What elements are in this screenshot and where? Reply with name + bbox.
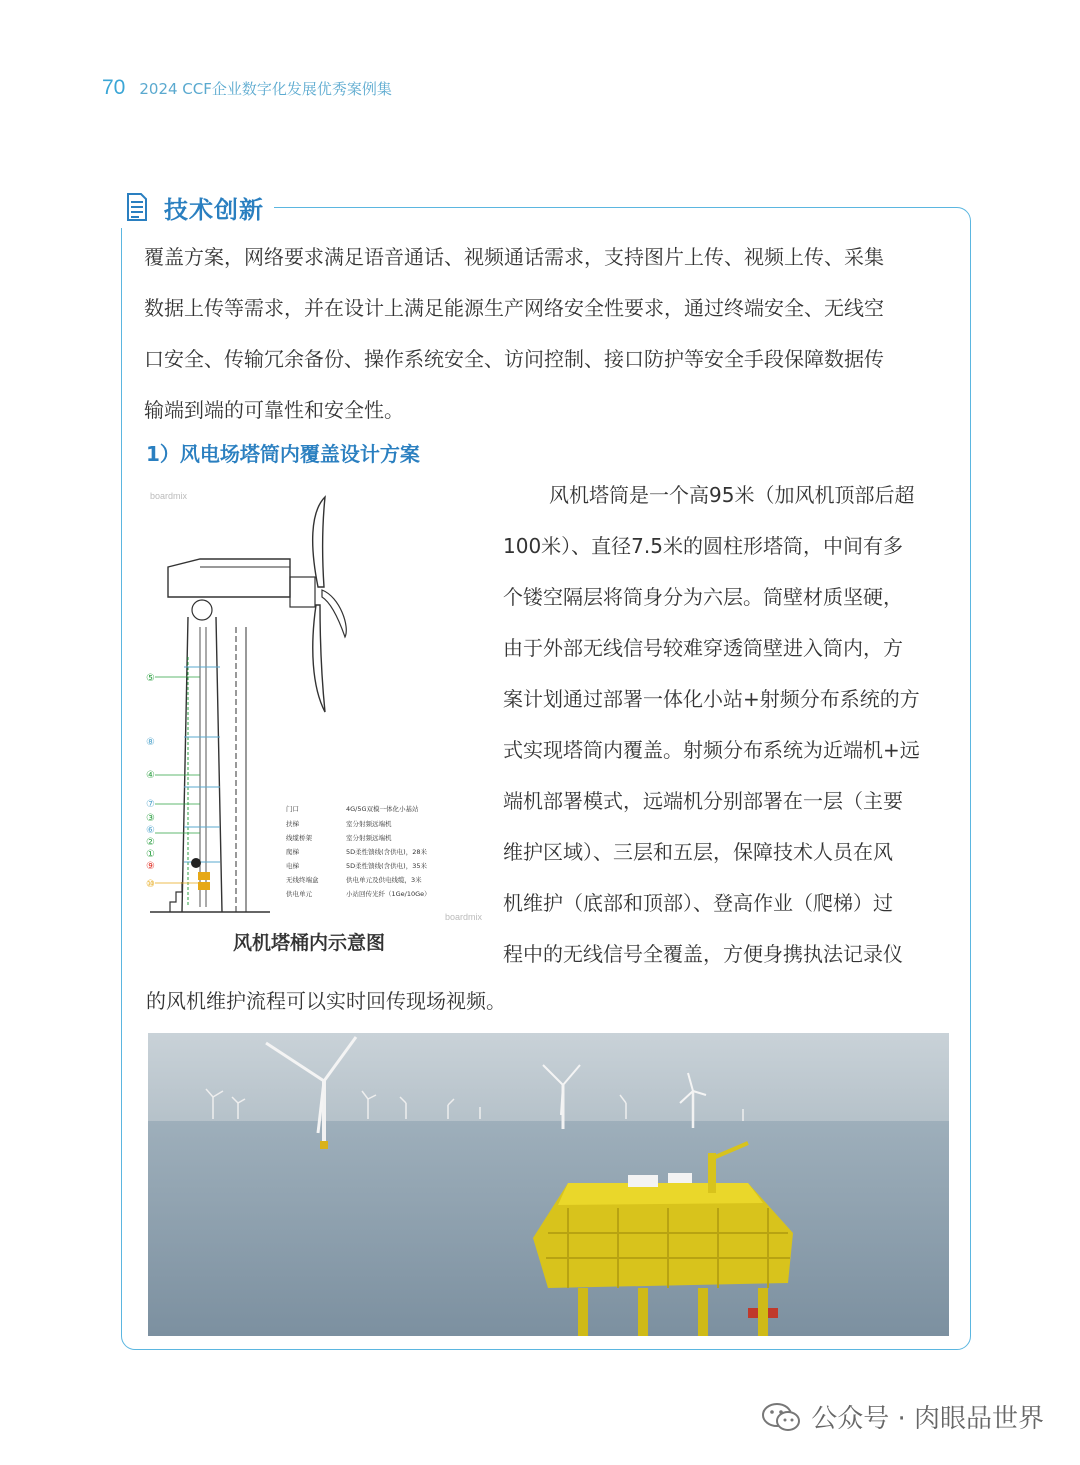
diagram-marker: ⑩	[146, 879, 155, 890]
body-line: 案计划通过部署一体化小站+射频分布系统的方	[503, 687, 920, 711]
book-title: 2024 CCF企业数字化发展优秀案例集	[139, 80, 392, 98]
legend-right-item: 室分射频远端机	[346, 834, 392, 842]
diagram-marker: ⑧	[146, 737, 155, 748]
legend-right-item: 供电单元及供电线缆，3米	[346, 876, 422, 884]
body-line: 风机塔筒是一个高95米（加风机顶部后超	[549, 483, 915, 507]
body-line: 程中的无线信号全覆盖，方便身携执法记录仪	[503, 942, 903, 966]
body-line: 100米）、直径7.5米的圆柱形塔筒，中间有多	[503, 534, 903, 558]
wechat-icon	[761, 1401, 801, 1433]
offshore-wind-photo-svg	[148, 1033, 949, 1336]
legend-right-item: 5D柔性馈线(含供电)，35米	[346, 862, 427, 870]
watermark-top: boardmix	[150, 491, 188, 501]
legend-right-item: 5D柔性馈线(含供电)，28米	[346, 848, 427, 856]
legend-left-item: 电梯	[286, 862, 299, 870]
diagram-marker: ②	[146, 837, 155, 848]
watermark-bottom: boardmix	[445, 912, 483, 922]
diagram-marker: ③	[146, 813, 155, 824]
intro-line: 输端到端的可靠性和安全性。	[144, 398, 404, 422]
body-line: 机维护（底部和顶部）、登高作业（爬梯）过	[503, 891, 893, 915]
body-line: 端机部署模式，远端机分别部署在一层（主要	[503, 789, 903, 813]
body-line: 维护区域）、三层和五层，保障技术人员在风	[503, 840, 893, 864]
intro-line: 口安全、传输冗余备份、操作系统安全、访问控制、接口防护等安全手段保障数据传	[144, 347, 884, 371]
diagram-marker: ①	[146, 849, 155, 860]
footer-label: 公众号 · 肉眼品世界	[811, 1404, 1044, 1434]
body-line: 由于外部无线信号较难穿透筒壁进入筒内，方	[503, 636, 903, 660]
legend-left-item: 供电单元	[286, 890, 312, 898]
footer	[761, 1398, 1044, 1435]
subsection-title: 1）风电场塔筒内覆盖设计方案	[146, 442, 420, 466]
body-line: 个镂空隔层将筒身分为六层。筒壁材质坚硬，	[503, 585, 903, 609]
intro-paragraph	[144, 232, 950, 436]
legend-right-item: 4G/5G双模一体化小基站	[346, 805, 419, 813]
turbine-diagram-svg	[140, 487, 490, 927]
legend-right-item: 小站回传光纤（1Ge/10Ge）	[346, 890, 431, 898]
turbine-diagram	[140, 487, 490, 927]
legend-left-item: 门口	[286, 805, 299, 813]
diagram-marker: ⑨	[146, 861, 155, 872]
diagram-marker: ⑤	[146, 673, 155, 684]
diagram-marker: ⑥	[146, 825, 155, 836]
document-icon	[126, 192, 148, 222]
diagram-marker: ⑦	[146, 799, 155, 810]
intro-line: 数据上传等需求，并在设计上满足能源生产网络安全性要求，通过终端安全、无线空	[144, 296, 884, 320]
body-line: 式实现塔筒内覆盖。射频分布系统为近端机+远	[503, 738, 920, 762]
page-header	[102, 76, 392, 102]
section-header	[118, 186, 274, 228]
legend-left-item: 无线终端盒	[286, 876, 319, 884]
legend-left-item: 爬梯	[286, 848, 299, 856]
page-number: 70	[102, 76, 126, 99]
diagram-marker: ④	[146, 770, 155, 781]
body-paragraph	[503, 470, 948, 980]
body-line-tail: 的风机维护流程可以实时回传现场视频。	[146, 989, 506, 1013]
offshore-wind-photo	[148, 1033, 949, 1336]
figure-caption: 风机塔桶内示意图	[233, 932, 386, 954]
legend-left-item: 线缆桥架	[286, 834, 312, 842]
legend-right-item: 室分射频远端机	[346, 820, 392, 828]
section-title: 技术创新	[164, 195, 264, 224]
legend-left-item: 扶梯	[286, 820, 299, 828]
intro-line: 覆盖方案，网络要求满足语音通话、视频通话需求，支持图片上传、视频上传、采集	[144, 245, 884, 269]
